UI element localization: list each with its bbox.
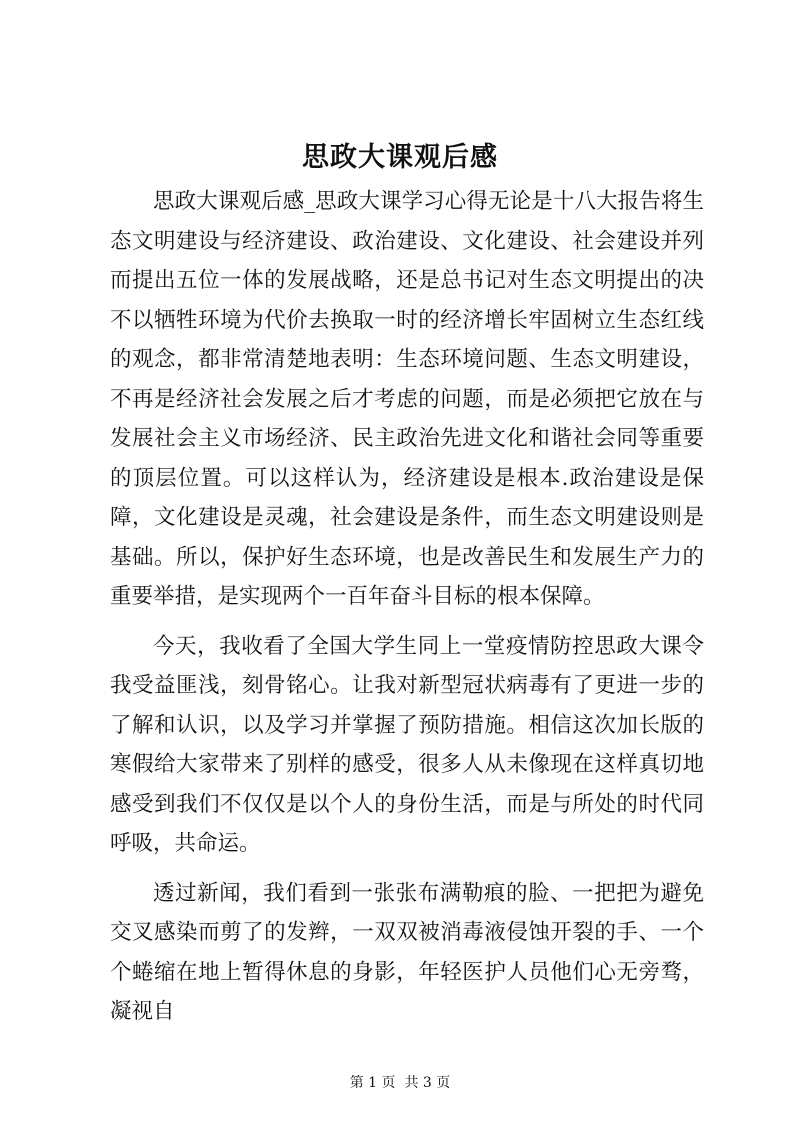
page-number: 第 1 页 共 3 页 [349,1075,451,1091]
document-body [110,182,704,1032]
paragraph-2: 今天，我收看了全国大学生同上一堂疫情防控思政大课令我受益匪浅，刻骨铭心。让我对新型冠状病毒有了更进一步的了解和认识，以及学习并掌握了预防措施。相信这次加长版的寒假给大家带来了别样的感受，很多人从未像现在这样真切地感受到我们不仅仅是以个人的身份生活，而是与所处的时代同呼吸，共命运。 [110,633,704,856]
document-title: 思政大课观后感 [302,142,498,173]
paragraph-1: 思政大课观后感_思政大课学习心得无论是十八大报告将生态文明建设与经济建设、政治建设、文化建设、社会建设并列而提出五位一体的发展战略，还是总书记对生态文明提出的决不以牺牲环境为代价去换取一时的经济增长牢固树立生态红线的观念，都非常清楚地表明：生态环境问题、生态文明建设，不再是经济社会发展之后才考虑的问题，而是必须把它放在与发展社会主义市场经济、民主政治先进文化和谐社会同等重要的顶层位置。可以这样认为，经济建设是根本.政治建设是保障，文化建设是灵魂，社会建设是条件，而生态文明建设则是基础。所以，保护好生态环境，也是改善民生和发展生产力的重要举措，是实现两个一百年奋斗目标的根本保障。 [110,189,704,609]
paragraph-3: 透过新闻，我们看到一张张布满勒痕的脸、一把把为避免交叉感染而剪了的发辫，一双双被消毒液侵蚀开裂的手、一个个蜷缩在地上暂得休息的身影，年轻医护人员他们心无旁骛，凝视自 [110,880,704,1024]
page-footer [0,1073,800,1093]
